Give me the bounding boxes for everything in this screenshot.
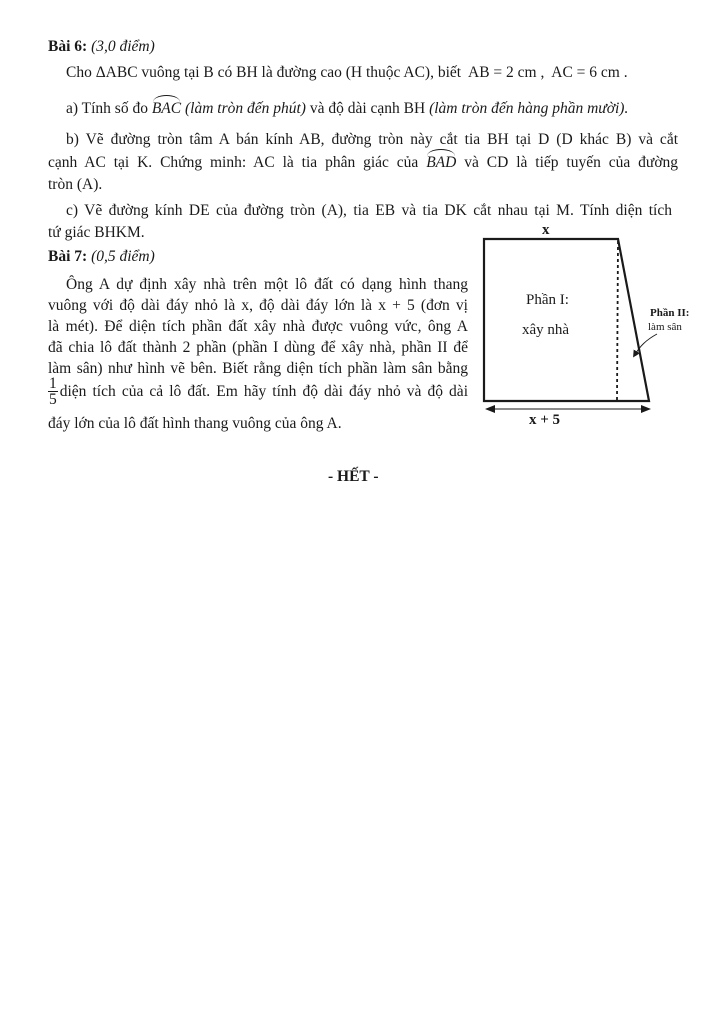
given-ab: AB = 2 cm , — [468, 64, 545, 81]
problem-6-heading — [48, 36, 155, 57]
problem-7-line-4: đã chia lô đất thành 2 phần (phần I dùng để xây nhà, phần II để — [48, 339, 468, 356]
fraction-denominator: 5 — [49, 391, 57, 408]
problem-7-line-5: làm sân) như hình vẽ bên. Biết rằng diện tích phần làm sân bằng — [48, 360, 468, 377]
given-ac: AC = 6 cm . — [551, 64, 628, 81]
problem-6-part-c-line2: tứ giác BHKM. — [48, 224, 145, 241]
label-part-1-desc: xây nhà — [522, 322, 570, 338]
part-2-pointer-arrow — [634, 334, 657, 356]
problem-6-intro — [66, 62, 628, 83]
part-a-note-minutes: (làm tròn đến phút) — [184, 100, 306, 117]
fraction-numerator: 1 — [49, 375, 57, 392]
problem-6-title: Bài 6: — [48, 38, 88, 55]
problem-6-part-b-line1: b) Vẽ đường tròn tâm A bán kính AB, đường tròn này cắt tia BH tại D (D khác B) và cắt — [66, 131, 678, 148]
problem-7-points: (0,5 điểm) — [91, 248, 155, 265]
angle-bac: BAC — [151, 100, 182, 117]
problem-6-points: (3,0 điểm) — [91, 38, 155, 55]
problem-7-heading — [48, 246, 155, 267]
problem-6-part-c-line1: c) Vẽ đường kính DE của đường tròn (A), tia EB và tia DK cắt nhau tại M. Tính diện tích — [66, 202, 672, 219]
label-part-1-title: Phần I: — [526, 292, 569, 308]
problem-7-line-2: vuông với độ dài đáy nhỏ là x, độ dài đáy lớn là x + 5 (đơn vị — [48, 297, 468, 314]
label-bottom-base-x-plus-5: x + 5 — [529, 412, 561, 428]
angle-bad: BAD — [426, 154, 457, 171]
problem-7-line-7: đáy lớn của lô đất hình thang vuông của ông A. — [48, 415, 342, 432]
problem-6-part-b-line3: tròn (A). — [48, 176, 103, 193]
part-b-line2-pre: cạnh AC tại K. Chứng minh: AC là tia phân giác của — [48, 154, 419, 171]
part-a-note-tenths: (làm tròn đến hàng phần mười). — [429, 100, 629, 117]
problem-7-line-1: Ông A dự định xây nhà trên một lô đất có dạng hình thang — [66, 276, 468, 293]
problem-7-line-3: là mét). Để diện tích phần đất xây nhà được vuông vức, ông A — [48, 318, 468, 335]
label-part-2-title: Phần II: — [650, 307, 690, 319]
part-a-prefix: a) Tính số đo — [66, 100, 148, 117]
label-top-base-x: x — [542, 222, 550, 238]
intro-text: Cho ΔABC vuông tại B có BH là đường cao (H thuộc AC), biết — [66, 64, 462, 81]
problem-7-title: Bài 7: — [48, 248, 88, 265]
dashed-divider — [617, 241, 618, 400]
fraction-one-fifth — [48, 376, 58, 407]
part-a-mid: và độ dài cạnh BH — [309, 100, 426, 117]
end-mark: - HẾT - — [328, 468, 379, 485]
label-part-2-desc: làm sân — [648, 321, 682, 333]
problem-6-part-a — [66, 98, 628, 119]
problem-7-line-6-text: diện tích của cả lô đất. Em hãy tính độ dài đáy nhỏ và độ dài — [59, 383, 468, 400]
problem-7-line-6 — [48, 376, 468, 407]
problem-6-part-b-line2 — [48, 152, 678, 173]
part-b-line2-post: và CD là tiếp tuyến của đường — [464, 154, 679, 171]
